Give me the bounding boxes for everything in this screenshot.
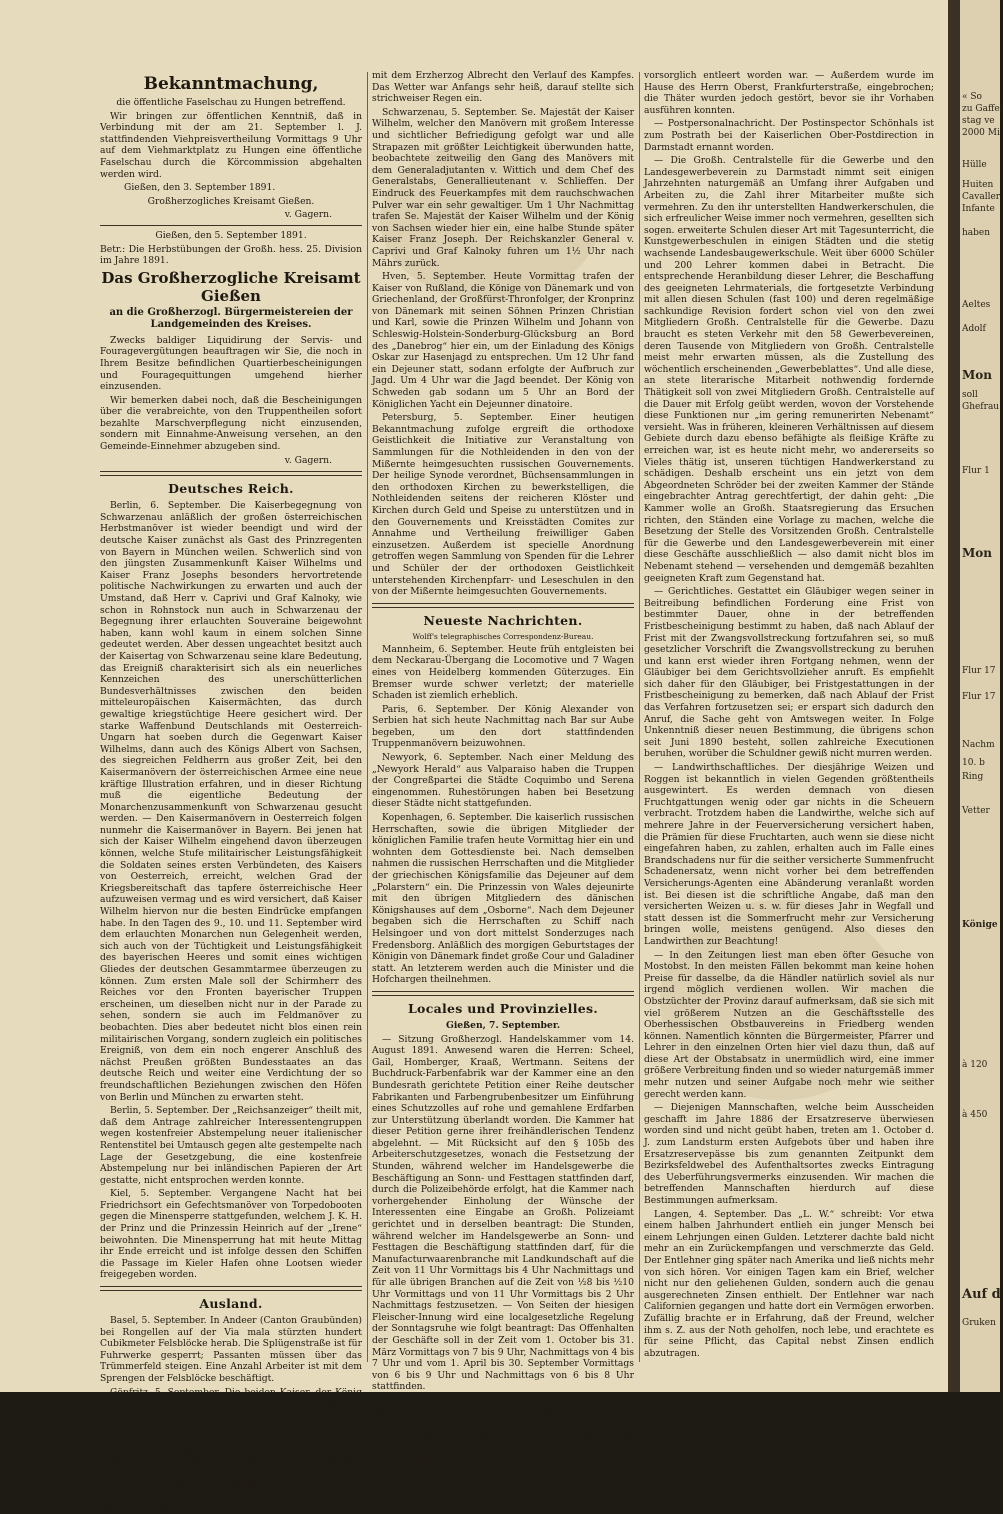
kreisamt-paragraph: Zwecks baldiger Liquidirung der Servis- und Fouragevergütungen beauftragen wir Sie, die noch in Ihrem Besitze befindlichen Quartierbescheinigungen und Fouragequittungen umgehend hierher einzusenden.	[100, 334, 362, 393]
edge-fragment: Vetter	[962, 806, 990, 816]
edge-fragment: à 120	[962, 1060, 988, 1070]
edge-fragment: Ghefrau	[962, 402, 1000, 412]
column-1	[100, 70, 362, 1514]
announcement-office: Großherzogliches Kreisamt Gießen.	[147, 195, 315, 207]
announcement-text: Wir bringen zur öffentlichen Kenntniß, daß in Verbindung mit der am 21. September l. J. stattfindenden Viehpreisvertheilung Vormittags 9 Uhr auf dem Viehmarktplatz zu Hungen eine öffentliche Faselschau durch die Körcommission abgehalten werden wird.	[100, 110, 362, 180]
article-paragraph: Paris, 6. September. Der König Alexander von Serbien hat sich heute Nachmittag nach Bar sur Aube begeben, um den dort stattfindenden Truppenmanövern beizuwohnen.	[372, 703, 634, 750]
kreisamt-paragraph: Wir bemerken dabei noch, daß die Bescheinigungen über die verabreichte, von den Truppentheilen sofort bezahlte Marschverpflegung nicht einzusenden, sondern mit Einnahme-Anweisung versehen, an den Gemeinde-Einnehmer abzugeben sind.	[100, 394, 362, 453]
column-3	[644, 70, 934, 1370]
article-paragraph: Hven, 5. September. Heute Vormittag trafen der Kaiser von Rußland, die Könige von Dänemark und von Griechenland, der Großfürst-Thronfolger, der Kronprinz von Dänemark mit seinen Söhnen Prinzen Christian und Karl, sowie die Prinzen Wilhelm und Johann von Schleswig-Holstein-Sonderburg-Glücksburg an Bord des „Danebrog“ hier ein, um der Einladung des Königs Oskar zur Hasenjagd zu entsprechen. Um 12 Uhr fand ein Dejeuner statt, sodann erfolgte der Aufbruch zur Jagd. Um 4 Uhr war die Jagd beendet. Der König von Schweden gab sodann um 5 Uhr an Bord der Königlichen Yacht ein Dejeunner dinatoire.	[372, 271, 634, 410]
edge-fragment: Flur 17	[962, 692, 996, 702]
article-paragraph: — Einbrüche. Heute Nacht wurde in einer Restauration der Liebigstraße eingebrochen und verschiedene Eß- und Trinkwaaren entwendet; an Geld fiel den Einbrechern der Inhalt der Sammelkasse für Schiffbrüchige in die Hände; wogegen die erbrochene Wirthschaftskasse bereits vom Besitzer	[372, 1394, 634, 1464]
divider	[372, 991, 634, 996]
edge-fragment: Flur 1	[962, 466, 990, 476]
article-paragraph: — Die Großh. Centralstelle für die Gewerbe und den Landesgewerbeverein zu Darmstadt nimmt seit einigen Jahrzehnten naturgemäß an Umfang ihrer Aufgaben und Arbeiten zu, die Zahl ihrer Mitarbeiter mußte sich vermehren. Zu den ihr unterstellten Handwerkerschulen, die sich erfreulicher Weise immer noch vermehren, gesellten sich sogen. erweiterte Schulen dieser Art mit Tagesunterricht, die Kunstgewerbeschulen in einigen Städten und die stetig wachsende Landesbaugewerkschule. Weit über 6000 Schüler und 200 Lehrer kommen dabei in Betracht. Die entsprechende Heranbildung dieser Lehrer, die Beschaffung des geeigneten Lehrmaterials, die fortgesetzte Verbindung mit allen diesen Schulen (fast 100) und deren regelmäßige sachkundige Revision fordert schon viel von den zwei Mitgliedern Großh. Centralstelle für die Gewerbe. Dazu braucht es steten Verkehr mit den 58 Gewerbevereinen, deren Tausende von Mitgliedern von Großh. Centralstelle meist mehr erwarten müssen, als die Zustellung des wöchentlich erscheinenden „Gewerbeblattes“. Und alle diese, an stete literarische Mitarbeit nothwendig fordernde Thätigkeit soll von zwei Mitgliedern Großh. Centralstelle auf die Dauer mit Erfolg geübt werden, wovon der Vorstehende diese Funktionen nur „im gering remunerirten Nebenamt“ versieht. Was in früheren, kleineren Verhältnissen auf diesem Gebiete durch dazu ebenso befähigte als fleißige Kräfte zu erreichen war, ist es heute nicht mehr, wo andererseits so Vieles thätig ist, unseren tüchtigen Handwerkerstand zu schädigen. Deshalb erscheint uns ein jetzt von dem Abgeordneten Schröder bei der zweiten Kammer der Stände eingebrachter Antrag gerechtfertigt, der dahin geht: „Die Kammer wolle an Großh. Staatsregierung das Ersuchen richten, den Ständen eine Vorlage zu machen, welche die Besetzung der Stelle des Vorsitzenden Großh. Centralstelle für die Gewerbe und den Landesgewerbeverein mit einer diese Geschäfte ausschließlich — also damit nicht blos im Nebenamt stehend — versehenden und demgemäß bezahlten geeigneten Kraft zum Gegenstand hat.	[644, 155, 934, 584]
dateline: Gießen, 7. September.	[445, 1019, 561, 1031]
edge-fragment: Cavaller	[962, 192, 1001, 202]
article-paragraph: — Sitzung Großherzogl. Handelskammer vom 14. August 1891. Anwesend waren die Herren: Scheel, Gail, Homberger, Kraaß, Wertmann. Seitens der Buchdruck-Farbenfabrik war der Kammer eine an den Bundesrath gerichtete Petition einer Reihe deutscher Fabrikanten und Farbengrubenbesitzer um Einführung eines Schutzzolles auf rohe und gemahlene Erdfarben zur Unterstützung überlandt worden. Die Kammer hat dieser Petition gerne ihrer freihändlerischen Tendenz abgelehnt. — Mit Rücksicht auf den § 105b des Arbeiterschutzgesetzes, wonach die Festsetzung der Stunden, während welcher im Handelsgewerbe die Beschäftigung an Sonn- und Festtagen stattfinden darf, durch die Polizeibehörde erfolgt, hat die Kammer nach vorhergehender Einholung der Wünsche der Interessenten eine Eingabe an Großh. Polizeiamt gerichtet und in derselben beantragt: Die Stunden, während welcher im Handelsgewerbe an Sonn- und Festtagen die Beschäftigung stattfinden darf, für die Manufacturwaarenbranche mit Landkundschaft auf die Zeit von 11 Uhr Vormittags bis 4 Uhr Nachmittags und für alle übrigen Branchen auf die Zeit von ½8 bis ½10 Uhr Vormittags und von 11 Uhr Vormittags bis 2 Uhr Nachmittags festzusetzen. — Von Seiten der hiesigen Fleischer-Innung wird eine localgesetzliche Regelung der Sonntagsruhe wie folgt beantragt: Das Offenhalten der Geschäfte soll in der Zeit vom 1. October bis 31. März Vormittags von 7 bis 9 Uhr, Nachmittags von 4 bis 7 Uhr und vom 1. April bis 30. September Vormittags von 6 bis 9 Uhr und Nachmittags von 6 bis 8 Uhr stattfinden.	[372, 1033, 634, 1393]
edge-fragment: Flur 17	[962, 666, 996, 676]
article-paragraph: Berlin, 6. September. Die Kaiserbegegnung von Schwarzenau anläßlich der großen österreichischen Herbstmanöver ist wieder beendigt und wird der deutsche Kaiser zunächst als Gast des Prinzregenten von Bayern in München weilen. Schwerlich sind von den jüngsten Zusammenkunft Kaiser Wilhelms und Kaiser Franz Josephs besonders hervortretende politische Nachwirkungen zu erwarten und auch der Umstand, daß Herr v. Caprivi und Graf Kalnoky, wie schon in Rohnstock nun auch in Schwarzenau der Begegnung ihrer erlauchten Souveraine beigewohnt haben, kann wohl kaum in einem solchen Sinne gedeutet werden. Aber dessen ungeachtet besitzt auch der Kaisertag von Schwarzenau seine klare Bedeutung, das Ereigniß charakterisirt sich als ein neuerliches Kennzeichen des unerschütterlichen Bundesverhältnisses zwischen den beiden mitteleuropäischen Kaisermächten, das durch gewaltige kriegstüchtige Heere gesichert wird. Der starke Waffenbund Deutschlands mit Oesterreich-Ungarn hat soeben durch die Gegenwart Kaiser Wilhelms, dann auch des Königs Albert von Sachsen, des siegreichen Feldherrn aus großer Zeit, bei den Kaisermanövern der österreichischen Armee eine neue kräftige Illustration erfahren, und in dieser Richtung muß die eigentliche Bedeutung der Monarchenzusammenkunft von Schwarzenau gesucht werden. — Den Kaisermanövern in Oesterreich folgen nunmehr die Kaisermanöver in Bayern. Bei jenen hat sich der Kaiser Wilhelm eingehend davon überzeugen können, welche Stufe militairischer Leistungsfähigkeit die Soldaten seines ersten Verbündeten, des Kaisers von Oesterreich, erreicht, welchen Grad der Kriegsbereitschaft das tapfere österreichische Heer aufzuweisen vermag und es wird versichert, daß Kaiser Wilhelm hiervon nur die besten Eindrücke empfangen habe. In den Tagen des 9., 10. und 11. September wird dem erlauchten Monarchen nun Gelegenheit werden, sich auch von der Tüchtigkeit und Leistungsfähigkeit des bayerischen Heeres und somit eines wichtigen Gliedes der deutschen Gesammtarmee überzeugen zu können. Zum ersten Male soll der Schirmherr des Reiches vor den Fronten bayerischer Truppen erscheinen, um dieselben nicht nur in der Parade zu sehen, sondern sie auch im Feldmanöver zu beobachten. Dies aber bedeutet nicht blos einen rein militairischen Vorgang, sondern zugleich ein politisches Ereigniß, von dem ein noch engerer Anschluß des nächst Preußen größten Bundesstaates an das deutsche Reich und weiter eine Verdichtung der so freundschaftlichen Beziehungen zwischen den Höfen von Berlin und München zu erwarten steht.	[100, 500, 362, 1103]
edge-fragment: « So	[962, 92, 982, 102]
divider	[100, 1286, 362, 1291]
kreisamt-subject: Betr.: Die Herbstübungen der Großh. hess. 25. Division im Jahre 1891.	[100, 243, 362, 267]
divider	[100, 471, 362, 476]
article-paragraph: Kopenhagen, 6. September. Die kaiserlich russischen Herrschaften, sowie die übrigen Mitglieder der königlichen Familie trafen heute Vormittag hier ein und wohnten dem Gottesdienste bei. Nach demselben nahmen die russischen Herrschaften und die Mitglieder der griechischen Königsfamilie das Dejeuner auf dem „Polarstern“ ein. Die Prinzessin von Wales dejeunirte mit den übrigen Mitgliedern des dänischen Königshauses auf dem „Osborne“. Nach dem Dejeuner begaben sich die Herrschaften zu Schiff nach Helsingoer und von dort mittelst Sonderzuges nach Fredensborg. Anläßlich des morgigen Geburtstages der Königin von Dänemark findet große Cour und Galadiner statt. An letzterem werden auch die Minister und die Hofchargen theilnehmen.	[372, 812, 634, 986]
adjacent-page-edge	[960, 0, 1003, 1392]
edge-fragment: soll	[962, 390, 978, 400]
edge-fragment: haben	[962, 228, 991, 238]
edge-fragment: Mon	[962, 368, 993, 382]
edge-fragment: zu Gaffel	[962, 104, 1003, 114]
article-paragraph: Berlin, 5. September. Der „Reichsanzeiger“ theilt mit, daß dem Antrage zahlreicher Interessentengruppen wegen kostenfreier Abstempelung neuer italienischer Rentenstitel bei Umtausch gegen alte gestempelte nach Lage der Gesetzgebung, die eine kostenfreie Abstempelung nur bei inländischen Papieren der Art gestatte, nicht entsprochen werden konnte.	[100, 1105, 362, 1186]
edge-fragment: 10. b	[962, 758, 985, 768]
article-paragraph: — Gerichtliches. Gestattet ein Gläubiger wegen seiner in Beitreibung befindlichen Forderung eine Frist von bestimmter Dauer, ohne in der betreffenden Fristbescheinigung bestimmt zu haben, daß nach Ablauf der Frist mit der Zwangsvollstreckung fortzufahren sei, so muß gesetzlicher Vorschrift die Zwangsvollstreckung zu beruhen und kann erst wieder ihren Fortgang nehmen, wenn der Gläubiger bei dem Gerichtsvollzieher anruft. Es empfiehlt sich daher für den Gläubiger, bei Fristgestattungen in der Fristbescheinigung zu bemerken, daß nach Ablauf der Frist das Verfahren fortzusetzen sei; er erspart sich dadurch den Anruf, die Sache geht von Amtswegen weiter. In Folge Unkenntniß dieser neuen Bestimmung, die übrigens schon seit Juni 1890 besteht, sollen zahlreiche Executionen beruhen, worüber die Schuldner gewiß nicht murren werden.	[644, 586, 934, 760]
kreisamt-signature: v. Gagern.	[284, 454, 332, 466]
section-title-deutsches-reich: Deutsches Reich.	[168, 481, 294, 497]
edge-fragment: 2000 Mi	[962, 128, 1000, 138]
article-paragraph: mit dem Erzherzog Albrecht den Verlauf des Kampfes. Das Wetter war Anfangs sehr heiß, darauf stellte sich strichweiser Regen ein.	[372, 70, 634, 105]
kreisamt-recipient: an die Großherzogl. Bürgermeistereien der Landgemeinden des Kreises.	[109, 306, 353, 330]
article-paragraph: Kiel, 5. September. Vergangene Nacht hat bei Friedrichsort ein Gefechtsmanöver von Torpedobooten gegen die Minensperre stattgefunden, welchem J. K. H. der Prinz und die Prinzessin Heinrich auf der „Irene“ beiwohnten. Die Minensperrung hat mit heute Mittag ihr Ende erreicht und ist infolge dessen den Schiffen die Passage im Kieler Hafen ohne Lootsen wieder freigegeben worden.	[100, 1188, 362, 1281]
wire-service-credit: Wolff's telegraphisches Correspondenz-Bureau.	[412, 631, 594, 641]
edge-fragment: Adolf	[962, 324, 986, 334]
edge-fragment: Hülle	[962, 160, 987, 170]
section-title-ausland: Ausland.	[199, 1296, 263, 1312]
edge-fragment: Könige	[962, 920, 998, 930]
section-title-neueste-nachrichten: Neueste Nachrichten.	[423, 612, 583, 628]
edge-fragment: stag ve	[962, 116, 995, 126]
edge-fragment: Aeltes	[962, 300, 991, 310]
column-rule	[367, 72, 368, 1362]
article-paragraph: Langen, 4. September. Das „L. W.“ schreibt: Vor etwa einem halben Jahrhundert entlieh ein junger Mensch bei einem Lehrjungen einen Gulden. Letzterer dachte bald nicht mehr an ein Zurückempfangen und verschmerzte das Geld. Der Entlehner ging später nach Amerika und ließ nichts mehr von sich hören. Vor einigen Tagen kam ein Brief, welcher nicht nur den geliehenen Gulden, sondern auch die genau ausgerechneten Zinsen enthielt. Der Entlehner war nach Californien gegangen und hatte dort ein Vermögen erworben. Zufällig brachte er in Erfahrung, daß der Freund, welcher ihm s. Z. aus der Noth geholfen, noch lebe, und erachtete es für seine Pflicht, das Capital nebst Zinsen endlich abzutragen.	[644, 1208, 934, 1359]
article-paragraph: vorsorglich entleert worden war. — Außerdem wurde im Hause des Herrn Oberst, Frankfurterstraße, eingebrochen; die Thäter wurden jedoch gestört, bevor sie ihr Vorhaben ausführen konnten.	[644, 70, 934, 116]
article-paragraph: Göpfritz, 5. September. Die beiden Kaiser, der König von Sachsen und Prinz Georg von Sachsen trafen mit ihrem Gefolge bereits Vormittags 8 Uhr auf dem Manöverfelde ein und beobachteten von dem hochgelegenen Punkte desselben, der Baderhöhe aus, den Anmarsch der beiden Flügel. Die Centren der beiden gegeneinander operirenden Armeecorps stießen in unmittelbarer Nähe der Kaiser aufeinander. Dieselben begaben sich alsdann zu den östlichen Flügeln der Armeecorps. Kaiser Wilhelm verfolgte längere Zeit gemeinsam	[100, 1386, 362, 1514]
article-paragraph: Mannheim, 6. September. Heute früh entgleisten bei dem Neckarau-Übergang die Locomotive und 7 Wagen eines von Heidelberg kommenden Güterzuges. Ein Bremser wurde schwer verletzt; der materielle Schaden ist ziemlich erheblich.	[372, 643, 634, 702]
announcement-subtitle: die öffentliche Faselschau zu Hungen betreffend.	[116, 97, 346, 108]
section-title-locales: Locales und Provinzielles.	[407, 1000, 599, 1016]
divider	[372, 603, 634, 608]
kreisamt-title: Das Großherzogliche Kreisamt Gießen	[101, 268, 361, 305]
article-paragraph: Newyork, 6. September. Nach einer Meldung des „Newyork Herald“ aus Valparaiso haben die Truppen der Congreßpartei die Städte Coquimbo und Serena eingenommen. Ruhestörungen haben bei Besetzung dieser Städte nicht stattgefunden.	[372, 752, 634, 810]
column-2	[372, 70, 634, 1464]
article-paragraph: — Landwirthschaftliches. Der diesjährige Weizen und Roggen ist bekanntlich in vielen Gegenden größtentheils ausgewintert. Es werden demnach von diesen Fruchtgattungen wenig oder gar nichts in die Scheuern verbracht. Trotzdem haben die Landwirthe, welche sich auf mehrere Jahre in der Feuerversicherung versichert haben, die Prämien für diese Fruchtarten, auch wenn sie diese nicht eingefahren haben, zu zahlen, erhalten auch im Falle eines Brandschadens nur für die seither versicherte Summenfrucht Schadenersatz, wenn nicht vorher bei dem betreffenden Versicherungs-Agenten eine Abänderung veranlaßt worden ist. Bei diesen ist die schriftliche Angabe, daß man den versicherten Weizen u. s. w. für dieses Jahr in Wegfall und statt dessen ist die Sommerfrucht mehr zur Versicherung bringen wolle, meistens genügend. Also dieses den Landwirthen zur Beachtung!	[644, 762, 934, 947]
column-rule	[639, 72, 640, 1362]
edge-fragment: Gruken	[962, 1318, 996, 1328]
announcement-date: Gießen, den 3. September 1891.	[124, 182, 276, 194]
article-paragraph: — Diejenigen Mannschaften, welche beim Ausscheiden geschafft im Jahre 1886 der Ersatzreserve überwiesen worden sind und nicht geübt haben, treten am 1. October d. J. zum Landsturm ersten Aufgebots über und haben ihre Ersatzreservepässe bis zum genannten Zeitpunkt dem Bezirksfeldwebel des Aufenthaltsortes zwecks Eintragung des Ueberführungsvermerks einzusenden. Wir machen die betreffenden Mannschaften hierdurch auf diese Bestimmungen aufmerksam.	[644, 1102, 934, 1206]
edge-fragment: Auf d	[962, 1287, 1001, 1302]
article-paragraph: Schwarzenau, 5. September. Se. Majestät der Kaiser Wilhelm, welcher den Manövern mit großem Interesse und sichtlicher Befriedigung gefolgt war und alle Strapazen mit größter Leichtigkeit überwunden hatte, beobachtete zeitweilig den Gang des Manövers mit dem Generaladjutanten v. Wittich und dem Chef des Generalstabs, Generallieutenant v. Schlieffen. Der Eindruck des Feuerkampfes mit dem rauchschwachen Pulver war ein sehr gewaltiger. Um 1 Uhr Nachmittag trafen Se. Majestät der Kaiser Wilhelm und der König von Sachsen wieder hier ein, eine halbe Stunde später Kaiser Franz Joseph. Der Reichskanzler General v. Caprivi und Graf Kalnoky fuhren um 1½ Uhr nach Mährs zurück.	[372, 106, 634, 269]
divider	[100, 225, 362, 226]
announcement-signature: v. Gagern.	[284, 209, 332, 221]
announcement-title: Bekanntmachung,	[143, 74, 319, 94]
article-paragraph: — In den Zeitungen liest man eben öfter Gesuche von Mostobst. In den meisten Fällen bekommt man keine hohen Preise für dasselbe, da die Händler natürlich soviel als nur irgend möglich verdienen wollen. Wir machen die Obstzüchter der Provinz darauf aufmerksam, daß sie sich mit viel größerem Nutzen an die Geschäftsstelle des Oberhessischen Obstbauvereins in Friedberg wenden können. Namentlich könnten die Bürgermeister, Pfarrer und Lehrer in den einzelnen Orten hier viel dazu thun, daß auf diese Art der Obstabsatz in unermüdlich wird, eine immer größere Verbreitung finden und so wieder naturgemäß immer mehr nutzen und seiner Aufgabe noch mehr wie seither gerecht werden kann.	[644, 949, 934, 1100]
edge-fragment: Ring	[962, 772, 984, 782]
article-paragraph: Basel, 5. September. In Andeer (Canton Graubünden) bei Rongellen auf der Via mala stürzten hundert Cubikmeter Felsblöcke herab. Die Splügenstraße ist für Fuhrwerke gesperrt; Passanten müssen über das Trümmerfeld steigen. Eine Anzahl Arbeiter ist mit dem Sprengen der Felsblöcke beschäftigt.	[100, 1315, 362, 1384]
kreisamt-date: Gießen, den 5. September 1891.	[155, 229, 307, 241]
edge-fragment: Huiten	[962, 180, 994, 190]
binding-gutter	[948, 0, 960, 1392]
edge-fragment: à 450	[962, 1110, 988, 1120]
edge-fragment: Nachm	[962, 740, 995, 750]
edge-fragment: Infante	[962, 204, 995, 214]
article-paragraph: Petersburg, 5. September. Einer heutigen Bekanntmachung zufolge ergreift die orthodoxe Geistlichkeit die Initiative zur Veranstaltung von Sammlungen für die Nothleidenden in den von der Mißernte heimgesuchten russischen Gouvernements. Der heilige Synode verordnet, Büchsensammlungen in den orthodoxen Kirchen zu bewerkstelligen, die Nothleidenden seitens der reicheren Klöster und Kirchen durch Geld und Speise zu unterstützen und in den Gouvernements und Kreisstädten Comites zur Annahme und Vertheilung freiwilliger Gaben einzusetzen. Außerdem ist specielle Anordnung getroffen wegen Sammlung von Spenden für die Lehrer und Schüler der der orthodoxen Geistlichkeit unterstehenden Kirchenpfarr- und Leseschulen in den von der Mißernte heimgesuchten Gouvernements.	[372, 412, 634, 598]
edge-fragment: Mon	[962, 546, 993, 560]
article-paragraph: — Postpersonalnachricht. Der Postinspector Schönhals ist zum Postrath bei der Kaiserlichen Ober-Postdirection in Darmstadt ernannt worden.	[644, 118, 934, 153]
